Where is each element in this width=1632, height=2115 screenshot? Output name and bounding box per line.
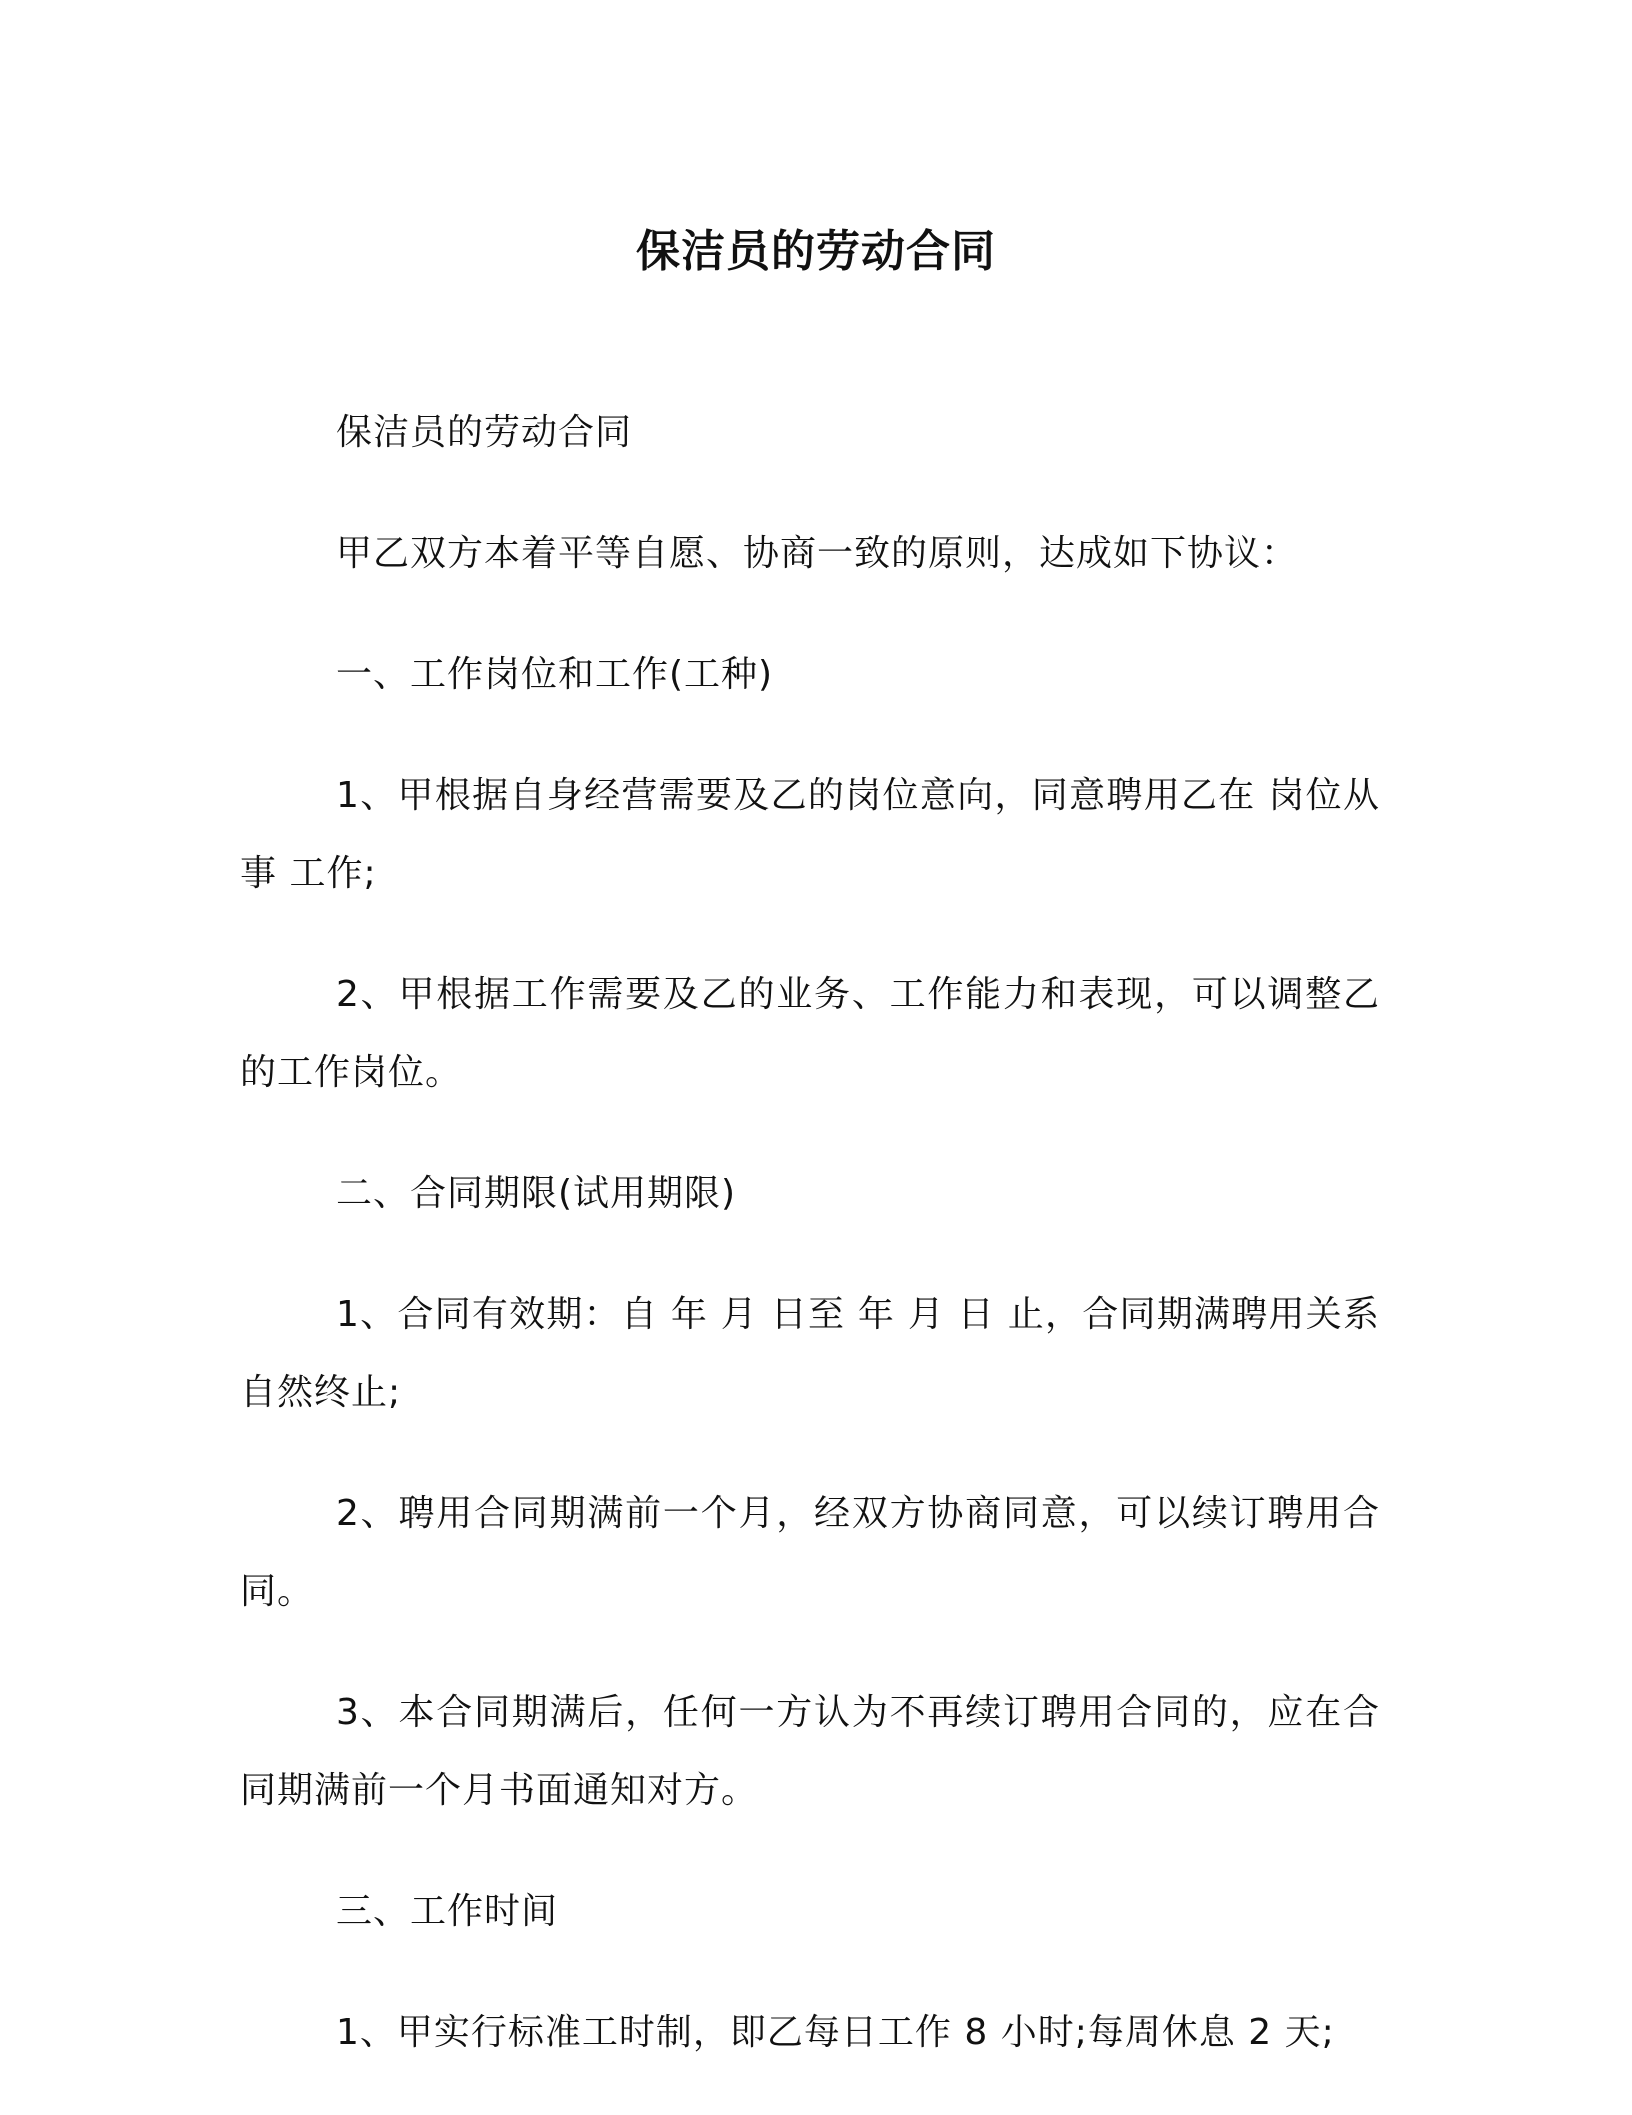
section-heading-job: 一、工作岗位和工作(工种): [336, 654, 774, 695]
paragraph-term-1: 1、合同有效期：自 年 月 日至 年 月 日 止，合同期满聘用关系自然终止;: [240, 1294, 1380, 1413]
paragraph-intro: 甲乙双方本着平等自愿、协商一致的原则，达成如下协议：: [336, 533, 1299, 574]
paragraph-subtitle: 保洁员的劳动合同: [336, 412, 633, 453]
paragraph-hours-1: 1、甲实行标准工时制，即乙每日工作 8 小时;每周休息 2 天;: [336, 2012, 1335, 2053]
paragraph-job-2: 2、甲根据工作需要及乙的业务、工作能力和表现，可以调整乙的工作岗位。: [240, 974, 1380, 1093]
document-title: 保洁员的劳动合同: [636, 226, 996, 277]
paragraph-job-1: 1、甲根据自身经营需要及乙的岗位意向，同意聘用乙在 岗位从事 工作;: [240, 775, 1380, 894]
paragraph-term-2: 2、聘用合同期满前一个月，经双方协商同意，可以续订聘用合同。: [240, 1493, 1380, 1612]
paragraph-term-3: 3、本合同期满后，任何一方认为不再续订聘用合同的，应在合同期满前一个月书面通知对方。: [240, 1692, 1380, 1811]
document-body: [240, 394, 1380, 2115]
section-heading-term: 二、合同期限(试用期限): [336, 1173, 737, 1214]
section-heading-hours: 三、工作时间: [336, 1891, 559, 1932]
